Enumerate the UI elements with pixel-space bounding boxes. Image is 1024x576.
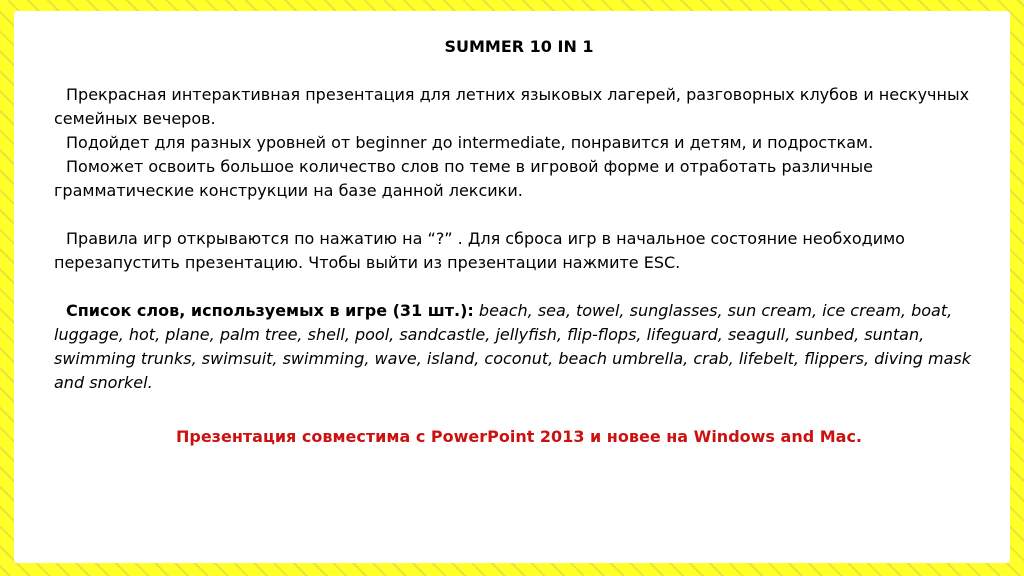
slide-title: SUMMER 10 IN 1 xyxy=(444,37,594,56)
intro-line-2: Подойдет для разных уровней от beginner до intermediate, понравится и детям, и подросткам. xyxy=(66,133,874,152)
spacer xyxy=(54,203,984,227)
content-area xyxy=(54,35,984,449)
compatibility-notice: Презентация совместима с PowerPoint 2013 и новее на Windows and Mac. xyxy=(175,427,863,446)
spacer xyxy=(54,275,984,299)
word-list-label: Список слов, используемых в игре (31 шт.): xyxy=(66,301,474,320)
content-panel xyxy=(14,11,1010,563)
word-list: beach, sea, towel, sunglasses, sun cream, ice cream, boat, luggage, hot, plane, palm tree, shell, pool, sandcastle, jellyfish, flip-flops, lifeguard, seagull, sunbed, suntan, swimming trunks, swimsuit, swimming, wave, island, coconut, beach umbrella, crab, lifebelt, flippers, diving mask and snorkel. xyxy=(54,301,971,392)
word-list-paragraph xyxy=(54,299,984,395)
rules-text: Правила игр открываются по нажатию на “?” . Для сброса игр в начальное состояние необходимо перезапустить презентацию. Чтобы выйти из презентации нажмите ESC. xyxy=(54,229,905,272)
intro-line-3: Поможет освоить большое количество слов по теме в игровой форме и отработать различные грамматические конструкции на базе данной лексики. xyxy=(54,157,873,200)
intro-line-1: Прекрасная интерактивная презентация для летних языковых лагерей, разговорных клубов и нескучных семейных вечеров. xyxy=(54,85,970,128)
